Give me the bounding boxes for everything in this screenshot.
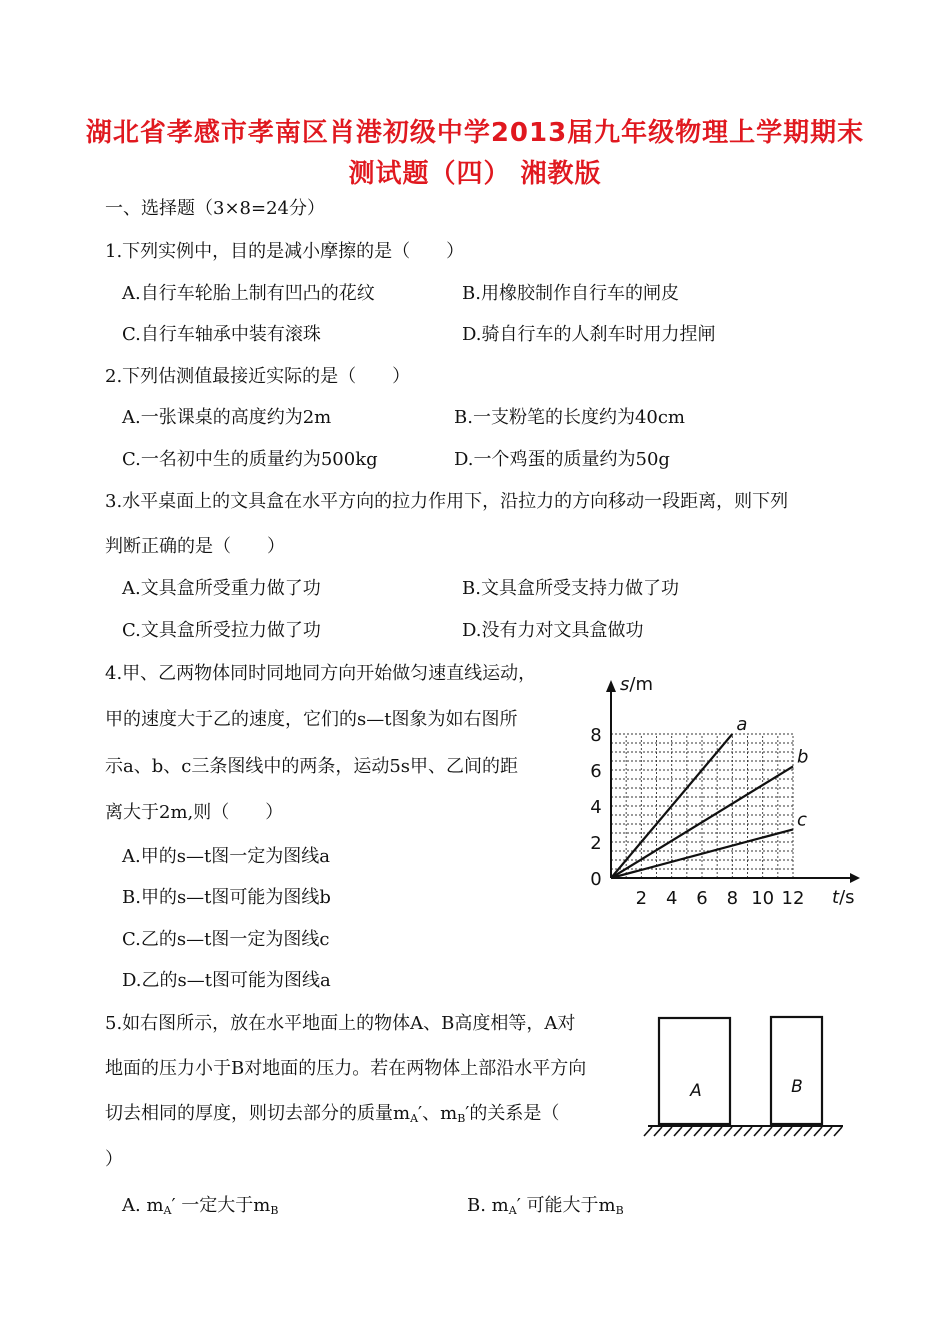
- q3-option-d: D.没有力对文具盒做功: [462, 620, 644, 641]
- series-label-a: a: [736, 714, 748, 735]
- q2-option-c: C.一名初中生的质量约为500kg: [122, 449, 378, 470]
- q5-stem-line-3: 切去相同的厚度，则切去部分的质量$m_A'$、$m_B'$的关系是（: [105, 1103, 560, 1125]
- q3-option-a: A.文具盒所受重力做了功: [122, 578, 321, 599]
- hatch-mark: [644, 1127, 652, 1136]
- q4-option-d: D.乙的s—t图可能为图线a: [122, 970, 331, 991]
- graph-grid: [611, 734, 793, 878]
- q3-stem-line-1: 3.水平桌面上的文具盒在水平方向的拉力作用下，沿拉力的方向移动一段距离，则下列: [105, 491, 789, 512]
- q5-stem-line-4: ）: [105, 1149, 123, 1170]
- section-heading: 一、选择题（3×8=24分）: [105, 198, 325, 219]
- graph-axes: [606, 680, 860, 883]
- q2-option-b: B.一支粉笔的长度约为40cm: [454, 407, 686, 428]
- x-tick-label: 0: [590, 869, 602, 890]
- q5-option-b: B. $m_A'$ 可能大于$m_B$: [467, 1195, 624, 1217]
- q4-option-b: B.甲的s—t图可能为图线b: [122, 887, 331, 908]
- hatch-mark: [804, 1127, 812, 1136]
- q1-option-a: A.自行车轮胎上制有凹凸的花纹: [122, 283, 375, 304]
- q4-stem-line-2: 甲的速度大于乙的速度，它们的s—t图象为如右图所: [105, 709, 518, 730]
- q1-option-b: B.用橡胶制作自行车的闸皮: [462, 283, 679, 304]
- hatch-mark: [724, 1127, 732, 1136]
- q5-stem-line-2: 地面的压力小于B对地面的压力。若在两物体上部沿水平方向: [105, 1058, 587, 1079]
- hatch-mark: [754, 1127, 762, 1136]
- q5-option-a: A. $m_A'$ 一定大于$m_B$: [122, 1195, 279, 1217]
- blocks-figure: [640, 1010, 855, 1140]
- q1-stem: 1.下列实例中，目的是减小摩擦的是（ ）: [105, 241, 465, 262]
- q2-stem: 2.下列估测值最接近实际的是（ ）: [105, 366, 411, 387]
- hatch-mark: [834, 1127, 842, 1136]
- x-tick-label: 2: [635, 888, 648, 906]
- block-a-label: A: [690, 1081, 702, 1101]
- q4-option-a: A.甲的s—t图一定为图线a: [122, 846, 330, 867]
- hatch-mark: [694, 1127, 702, 1136]
- x-tick-label: 4: [665, 888, 678, 906]
- hatch-mark: [744, 1127, 752, 1136]
- st-graph: [588, 670, 870, 906]
- hatch-mark: [714, 1127, 722, 1136]
- q4-stem-line-4: 离大于2m,则（ ）: [105, 802, 284, 823]
- y-tick-label: 8: [590, 725, 602, 746]
- hatch-mark: [664, 1127, 672, 1136]
- hatch-mark: [704, 1127, 712, 1136]
- document-title-line-2: 测试题（四） 湘教版: [348, 159, 602, 189]
- q2-option-d: D.一个鸡蛋的质量约为50g: [454, 449, 670, 470]
- x-axis-label: t/s: [832, 887, 855, 906]
- ground-hatching: [644, 1127, 842, 1136]
- q2-option-a: A.一张课桌的高度约为2m: [122, 407, 332, 428]
- hatch-mark: [684, 1127, 692, 1136]
- hatch-mark: [674, 1127, 682, 1136]
- x-tick-label: 12: [781, 888, 805, 906]
- q4-stem-line-3: 示a、b、c三条图线中的两条，运动5s甲、乙间的距: [105, 756, 519, 777]
- q1-option-d: D.骑自行车的人刹车时用力捏闸: [462, 324, 716, 345]
- block-b: [771, 1017, 822, 1124]
- q1-option-c: C.自行车轴承中装有滚珠: [122, 324, 321, 345]
- hatch-mark: [784, 1127, 792, 1136]
- document-title-line-1: 湖北省孝感市孝南区肖港初级中学2013届九年级物理上学期期末: [85, 118, 865, 148]
- hatch-mark: [764, 1127, 772, 1136]
- hatch-mark: [814, 1127, 822, 1136]
- x-axis-arrow: [850, 873, 860, 883]
- hatch-mark: [824, 1127, 832, 1136]
- block-b-label: B: [791, 1077, 803, 1097]
- graph-labels: [590, 674, 854, 906]
- hatch-mark: [734, 1127, 742, 1136]
- y-tick-label: 6: [590, 761, 602, 782]
- q3-stem-line-2: 判断正确的是（ ）: [105, 536, 285, 557]
- series-label-b: b: [797, 746, 809, 768]
- block-a: [659, 1018, 730, 1124]
- q3-option-c: C.文具盒所受拉力做了功: [122, 620, 321, 641]
- x-tick-label: 6: [696, 888, 708, 906]
- x-tick-label: 10: [751, 888, 775, 906]
- hatch-mark: [794, 1127, 802, 1136]
- q5-stem-line-1: 5.如右图所示，放在水平地面上的物体A、B高度相等，A对: [105, 1013, 576, 1034]
- q4-stem-line-1: 4.甲、乙两物体同时同地同方向开始做匀速直线运动，: [105, 663, 537, 684]
- y-tick-label: 4: [590, 797, 602, 818]
- y-axis-label: s/m: [620, 674, 653, 695]
- q4-option-c: C.乙的s—t图一定为图线c: [122, 929, 330, 950]
- x-tick-label: 8: [726, 888, 739, 906]
- q3-option-b: B.文具盒所受支持力做了功: [462, 578, 679, 599]
- hatch-mark: [774, 1127, 782, 1136]
- y-tick-label: 2: [590, 833, 602, 854]
- hatch-mark: [654, 1127, 662, 1136]
- series-label-c: c: [797, 809, 807, 831]
- y-axis-arrow: [606, 680, 616, 692]
